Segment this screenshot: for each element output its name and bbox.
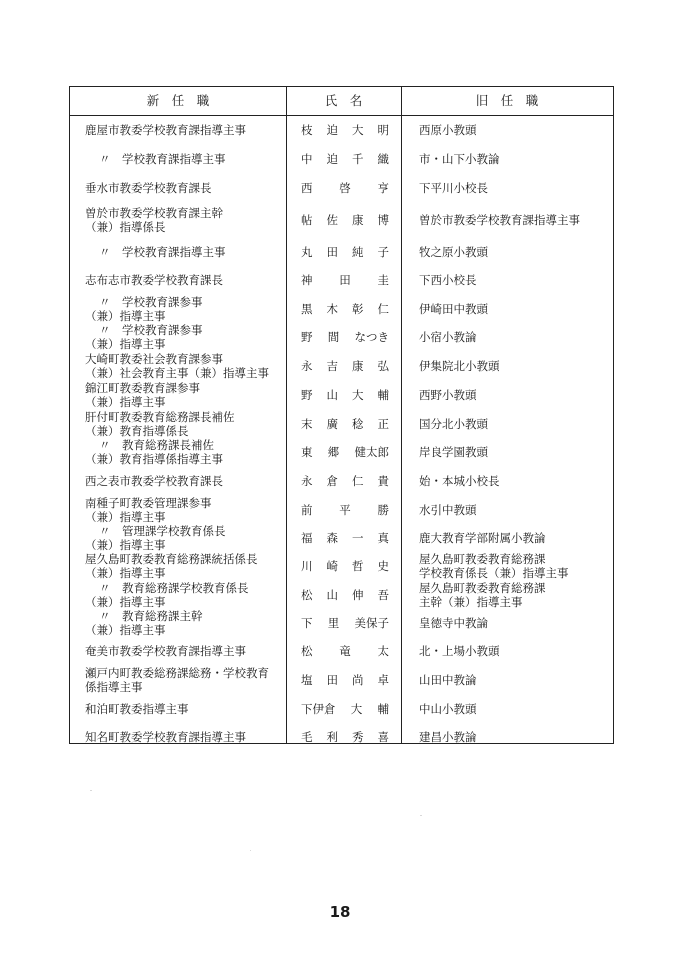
table-row [70, 466, 613, 495]
new-post-line: 志布志市教委学校教育課長 [85, 273, 223, 287]
name-cell [301, 409, 389, 438]
new-post-line: 係指導主事 [85, 680, 143, 694]
old-post-line: 皇徳寺中教論 [419, 616, 488, 630]
table-row [70, 551, 613, 580]
name-cell [301, 580, 389, 609]
new-post-line: 〃 学校教育課指導主事 [99, 245, 226, 259]
name-cell [301, 438, 389, 466]
name-cell [301, 145, 389, 173]
new-post-line: 大崎町教委社会教育課参事 [85, 351, 223, 366]
page-number: 18 [329, 903, 351, 921]
table-row [70, 524, 613, 551]
old-post-line: 西野小教頭 [419, 387, 477, 402]
person-name: 下伊倉 大 輔 [301, 701, 389, 716]
name-cell [301, 637, 389, 665]
new-post-line: （兼）社会教育主事（兼）指導主事 [85, 365, 269, 380]
new-post-cell [85, 294, 285, 323]
person-name: 東 郷 健太郎 [301, 445, 389, 459]
old-post-line: 牧之原小教頭 [419, 245, 488, 259]
name-cell [301, 466, 389, 495]
new-post-cell [85, 323, 285, 351]
old-post-line: 始・本城小校長 [419, 473, 500, 488]
person-name: 枝 迫 大 明 [301, 123, 389, 137]
person-name: 塩 田 尚 卓 [301, 673, 389, 687]
table-row [70, 202, 613, 238]
table-row [70, 238, 613, 266]
old-post-cell [419, 551, 609, 580]
new-post-line: 知名町教委学校教育課指導主事 [85, 729, 246, 744]
table-row [70, 323, 613, 351]
new-post-cell [85, 380, 285, 409]
new-post-line: 〃 管理課学校教育係長 [99, 523, 226, 538]
person-name: 前 平 勝 [301, 502, 389, 517]
person-name: 黒 木 彰 仁 [301, 301, 389, 316]
name-cell [301, 609, 389, 637]
person-name: 下 里 美保子 [301, 616, 389, 630]
new-post-cell [85, 722, 285, 751]
old-post-cell [419, 294, 609, 323]
old-post-cell [419, 495, 609, 524]
new-post-line: 曽於市教委学校教育課主幹 [85, 206, 223, 220]
new-post-line: 〃 学校教育課参事 [99, 294, 203, 309]
new-post-cell [85, 495, 285, 524]
new-post-line: 西之表市教委学校教育課長 [85, 473, 223, 488]
scan-speck [420, 815, 422, 816]
name-cell [301, 351, 389, 380]
new-post-cell [85, 145, 285, 173]
new-post-cell [85, 665, 285, 695]
new-post-line: 〃 学校教育課参事 [99, 323, 203, 337]
name-cell [301, 173, 389, 202]
old-post-cell [419, 173, 609, 202]
new-post-line: 瀬戸内町教委総務課総務・学校教育 [85, 666, 269, 680]
new-post-cell [85, 351, 285, 380]
old-post-cell [419, 466, 609, 495]
old-post-line: 学校教育係長（兼）指導主事 [419, 565, 569, 580]
new-post-line: （兼）教育指導係指導主事 [85, 452, 223, 466]
person-name: 毛 利 秀 喜 [301, 729, 389, 744]
old-post-line: 伊集院北小教頭 [419, 358, 500, 373]
old-post-line: 下西小校長 [419, 273, 477, 287]
new-post-cell [85, 580, 285, 609]
name-cell [301, 380, 389, 409]
person-name: 神 田 圭 [301, 273, 389, 287]
new-post-line: 鹿屋市教委学校教育課指導主事 [85, 123, 246, 137]
table-row [70, 580, 613, 609]
old-post-cell [419, 380, 609, 409]
table-row [70, 294, 613, 323]
person-name: 川 崎 哲 史 [301, 558, 389, 573]
table-row [70, 722, 613, 751]
name-cell [301, 524, 389, 551]
table-row [70, 637, 613, 665]
new-post-cell [85, 695, 285, 722]
new-post-line: （兼）指導主事 [85, 565, 166, 580]
old-post-cell [419, 637, 609, 665]
old-post-line: 屋久島町教委教育総務課 [419, 580, 546, 595]
new-post-cell [85, 524, 285, 551]
old-post-cell [419, 115, 609, 145]
new-post-line: （兼）指導主事 [85, 594, 166, 609]
person-name: 福 森 一 真 [301, 530, 389, 545]
name-cell [301, 202, 389, 238]
old-post-cell [419, 409, 609, 438]
header-name: 氏 名 [324, 93, 363, 108]
table-row [70, 409, 613, 438]
old-post-line: 水引中教頭 [419, 502, 477, 517]
scan-speck [90, 790, 92, 791]
old-post-cell [419, 722, 609, 751]
old-post-line: 主幹（兼）指導主事 [419, 594, 523, 609]
name-cell [301, 323, 389, 351]
new-post-cell [85, 266, 285, 294]
new-post-line: （兼）指導主事 [85, 623, 166, 637]
new-post-line: 肝付町教委教育総務課長補佐 [85, 409, 235, 424]
person-name: 永 倉 仁 貴 [301, 473, 389, 488]
person-name: 野 間 なつき [301, 330, 389, 344]
new-post-line: （兼）指導係長 [85, 220, 166, 234]
old-post-cell [419, 524, 609, 551]
new-post-cell [85, 202, 285, 238]
name-cell [301, 115, 389, 145]
new-post-line: （兼）教育指導係長 [85, 423, 189, 438]
old-post-line: 下平川小校長 [419, 180, 488, 195]
new-post-cell [85, 438, 285, 466]
old-post-line: 国分北小教頭 [419, 416, 488, 431]
old-post-cell [419, 323, 609, 351]
person-name: 野 山 大 輔 [301, 387, 389, 402]
table-row [70, 438, 613, 466]
old-post-cell [419, 202, 609, 238]
new-post-line: 〃 教育総務課主幹 [99, 609, 203, 623]
old-post-line: 市・山下小教論 [419, 152, 500, 166]
name-cell [301, 551, 389, 580]
new-post-line: （兼）指導主事 [85, 308, 166, 323]
person-name: 松 竜 太 [301, 644, 389, 658]
scan-speck [250, 850, 251, 851]
new-post-line: （兼）指導主事 [85, 509, 166, 524]
old-post-cell [419, 665, 609, 695]
new-post-line: （兼）指導主事 [85, 537, 166, 552]
old-post-cell [419, 238, 609, 266]
name-cell [301, 695, 389, 722]
new-post-cell [85, 551, 285, 580]
person-name: 中 迫 千 織 [301, 152, 389, 166]
old-post-cell [419, 609, 609, 637]
name-cell [301, 238, 389, 266]
new-post-line: 〃 教育総務課学校教育係長 [99, 580, 249, 595]
new-post-line: （兼）指導主事 [85, 394, 166, 409]
new-post-line: 屋久島町教委教育総務課統括係長 [85, 551, 258, 566]
new-post-cell [85, 115, 285, 145]
table-row [70, 266, 613, 294]
old-post-line: 岸良学園教頭 [419, 445, 488, 459]
table-row [70, 695, 613, 722]
new-post-line: 錦江町教委教育課参事 [85, 380, 200, 395]
personnel-table [69, 86, 614, 744]
person-name: 西 啓 亨 [301, 180, 389, 195]
name-cell [301, 665, 389, 695]
table-row [70, 609, 613, 637]
person-name: 松 山 伸 吾 [301, 587, 389, 602]
old-post-line: 鹿大教育学部附属小教論 [419, 530, 546, 545]
name-cell [301, 266, 389, 294]
new-post-line: 〃 学校教育課指導主事 [99, 152, 226, 166]
old-post-cell [419, 351, 609, 380]
table-row [70, 380, 613, 409]
new-post-cell [85, 637, 285, 665]
new-post-cell [85, 238, 285, 266]
old-post-line: 北・上場小教頭 [419, 644, 500, 658]
new-post-line: 〃 教育総務課長補佐 [99, 438, 214, 452]
old-post-cell [419, 580, 609, 609]
name-cell [301, 495, 389, 524]
old-post-line: 西原小教頭 [419, 123, 477, 137]
new-post-line: （兼）指導主事 [85, 337, 166, 351]
old-post-cell [419, 145, 609, 173]
old-post-cell [419, 695, 609, 722]
header-new-post: 新 任 職 [146, 93, 210, 108]
person-name: 永 吉 康 弘 [301, 358, 389, 373]
old-post-line: 伊崎田中教頭 [419, 301, 488, 316]
name-cell [301, 722, 389, 751]
name-cell [301, 294, 389, 323]
table-row [70, 351, 613, 380]
new-post-line: 奄美市教委学校教育課指導主事 [85, 644, 246, 658]
new-post-line: 垂水市教委学校教育課長 [85, 180, 212, 195]
table-row [70, 495, 613, 524]
table-row [70, 115, 613, 145]
old-post-cell [419, 266, 609, 294]
header-old-post: 旧 任 職 [475, 93, 539, 108]
new-post-line: 和泊町教委指導主事 [85, 701, 189, 716]
table-row [70, 173, 613, 202]
person-name: 丸 田 純 子 [301, 245, 389, 259]
old-post-line: 山田中教論 [419, 673, 477, 687]
old-post-line: 小宿小教論 [419, 330, 477, 344]
table-row [70, 665, 613, 695]
new-post-line: 南種子町教委管理課参事 [85, 495, 212, 510]
new-post-cell [85, 173, 285, 202]
person-name: 帖 佐 康 博 [301, 213, 389, 227]
old-post-line: 屋久島町教委教育総務課 [419, 551, 546, 566]
table-row [70, 145, 613, 173]
new-post-cell [85, 466, 285, 495]
old-post-line: 建昌小教論 [419, 729, 477, 744]
new-post-cell [85, 409, 285, 438]
old-post-line: 曽於市教委学校教育課指導主事 [419, 213, 580, 227]
old-post-line: 中山小教頭 [419, 701, 477, 716]
new-post-cell [85, 609, 285, 637]
old-post-cell [419, 438, 609, 466]
person-name: 末 廣 稔 正 [301, 416, 389, 431]
